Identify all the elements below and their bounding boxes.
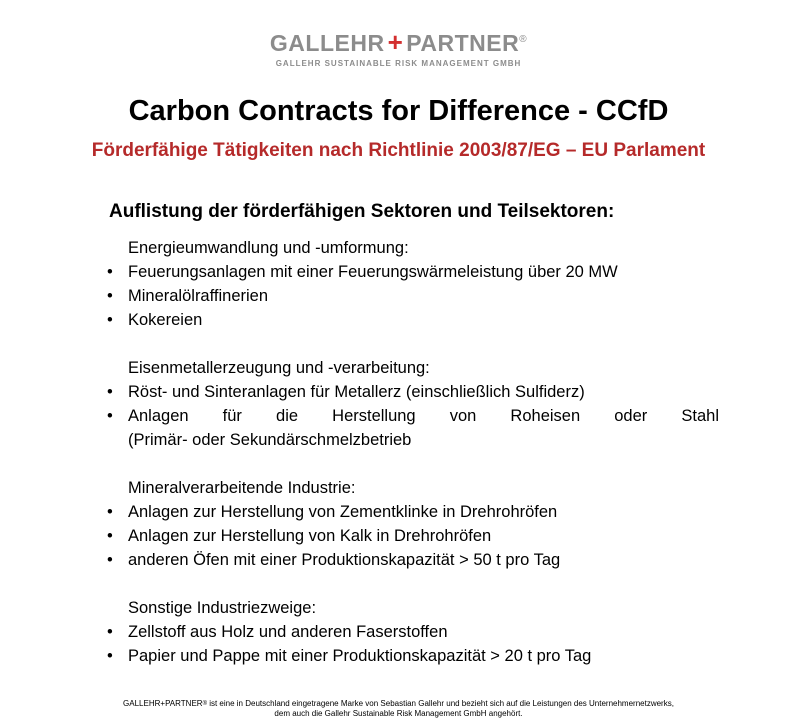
group-heading: Mineralverarbeitende Industrie: <box>128 479 356 497</box>
bullet-icon: • <box>107 311 113 329</box>
list-item-text: Kokereien <box>128 311 203 329</box>
list-item-text: Mineralölraffinerien <box>128 287 269 305</box>
group-heading: Energieumwandlung und -umformung: <box>128 239 409 257</box>
logo-plus-icon: + <box>387 27 404 57</box>
logo-wordmark <box>270 28 527 57</box>
bullet-icon: • <box>107 551 113 569</box>
page-subtitle: Förderfähige Tätigkeiten nach Richtlinie 2003/87/EG – EU Parlament <box>91 140 706 161</box>
list-item <box>107 548 719 572</box>
list-item <box>107 620 719 644</box>
list-item-text: Anlagen zur Herstellung von Zementklinke in Drehrohröfen <box>128 503 558 521</box>
list-item <box>107 404 719 452</box>
sector-group-iron <box>107 356 719 452</box>
bullet-icon: • <box>107 263 113 281</box>
sector-group-energy <box>107 236 719 332</box>
list-item-text: Anlagen für die Herstellung von Roheisen oder Stahl <box>128 407 719 425</box>
sector-list <box>107 236 719 692</box>
page-title: Carbon Contracts for Difference - CCfD <box>128 95 669 127</box>
sector-group-other <box>107 596 719 668</box>
logo-registered-mark: ® <box>519 34 528 45</box>
bullet-icon: • <box>107 383 113 401</box>
logo <box>0 28 797 69</box>
list-item-text: Anlagen zur Herstellung von Kalk in Drehrohröfen <box>128 527 492 545</box>
list-item-text: Röst- und Sinteranlagen für Metallerz (einschließlich Sulfiderz) <box>128 383 585 401</box>
logo-brand-right: PARTNER <box>406 30 520 56</box>
footer-brand: GALLEHR+PARTNER <box>123 699 203 708</box>
group-heading: Eisenmetallerzeugung und -verarbeitung: <box>128 359 430 377</box>
footer-note <box>0 699 797 719</box>
bullet-icon: • <box>107 623 113 641</box>
list-item <box>107 308 719 332</box>
bullet-icon: • <box>107 287 113 305</box>
list-item <box>107 500 719 524</box>
list-item-text: Zellstoff aus Holz und anderen Faserstoffen <box>128 623 448 641</box>
section-title: Auflistung der förderfähigen Sektoren und Teilsektoren: <box>109 201 615 222</box>
group-heading: Sonstige Industriezweige: <box>128 599 317 617</box>
sector-group-mineral <box>107 476 719 572</box>
footer-text: ist eine in Deutschland eingetragene Marke von Sebastian Gallehr und bezieht sich auf die Leistungen des Unternehmernetzwerks, <box>206 699 674 708</box>
logo-brand-left: GALLEHR <box>269 30 385 56</box>
list-item-text: Papier und Pappe mit einer Produktionskapazität > 20 t pro Tag <box>128 647 592 665</box>
list-item <box>107 644 719 668</box>
logo-subline: GALLEHR SUSTAINABLE RISK MANAGEMENT GMBH <box>275 59 522 68</box>
footer-line-1 <box>0 699 797 709</box>
list-item <box>107 524 719 548</box>
list-item <box>107 284 719 308</box>
list-item-text: anderen Öfen mit einer Produktionskapazität > 50 t pro Tag <box>128 551 561 569</box>
list-item-text-continuation: (Primär- oder Sekundärschmelzbetrieb <box>128 431 412 449</box>
bullet-icon: • <box>107 647 113 665</box>
list-item-text: Feuerungsanlagen mit einer Feuerungswärmeleistung über 20 MW <box>128 263 618 281</box>
footer-line-2: dem auch die Gallehr Sustainable Risk Management GmbH angehört. <box>274 709 523 718</box>
bullet-icon: • <box>107 527 113 545</box>
bullet-icon: • <box>107 407 113 425</box>
list-item <box>107 260 719 284</box>
footer-registered-mark: ® <box>202 701 207 707</box>
list-item <box>107 380 719 404</box>
bullet-icon: • <box>107 503 113 521</box>
